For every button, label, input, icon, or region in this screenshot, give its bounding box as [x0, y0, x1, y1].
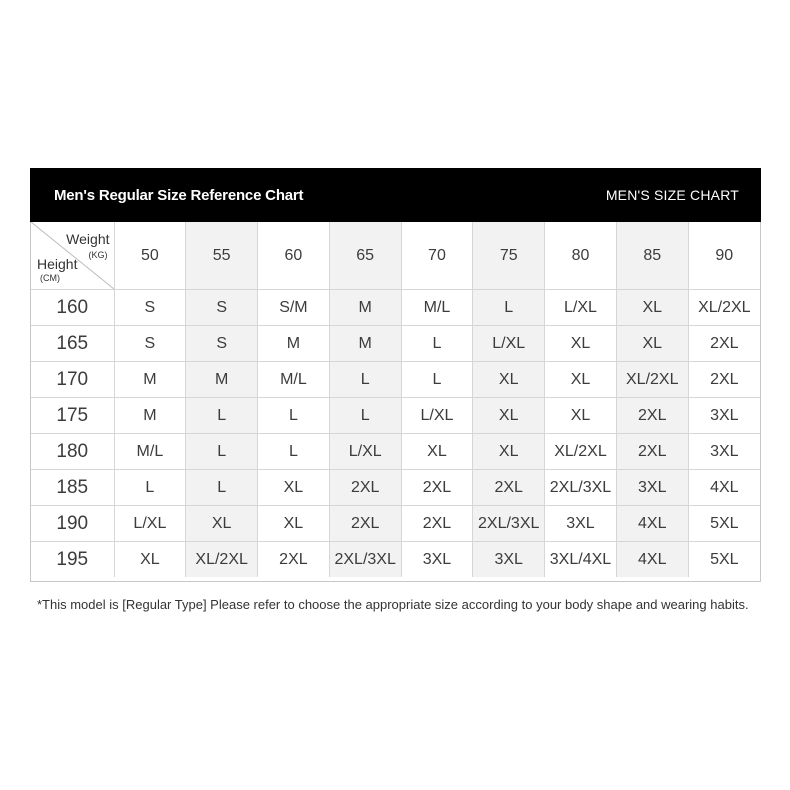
- size-cell: XL: [616, 326, 688, 362]
- size-cell: 2XL/3XL: [329, 542, 401, 578]
- weight-header: 90: [688, 222, 760, 290]
- size-cell: M: [258, 326, 330, 362]
- size-cell: L: [258, 398, 330, 434]
- size-cell: 3XL: [545, 506, 617, 542]
- size-cell: XL: [114, 542, 186, 578]
- size-cell: 2XL/3XL: [473, 506, 545, 542]
- size-cell: M: [329, 290, 401, 326]
- size-cell: 2XL: [329, 506, 401, 542]
- size-cell: XL: [545, 326, 617, 362]
- size-cell: L/XL: [545, 290, 617, 326]
- size-cell: 3XL: [688, 398, 760, 434]
- size-cell: XL/2XL: [186, 542, 258, 578]
- height-axis-label: Height: [37, 256, 78, 272]
- table-row: [31, 290, 760, 326]
- weight-header: 70: [401, 222, 473, 290]
- height-cell: 160: [31, 290, 114, 326]
- height-unit-label: (CM): [40, 273, 60, 283]
- size-cell: 5XL: [688, 506, 760, 542]
- size-cell: L: [329, 398, 401, 434]
- table-row: [31, 326, 760, 362]
- size-cell: XL/2XL: [616, 362, 688, 398]
- size-cell: 3XL: [688, 434, 760, 470]
- height-cell: 195: [31, 542, 114, 578]
- size-cell: L: [186, 434, 258, 470]
- chart-header: [30, 168, 761, 222]
- size-cell: M/L: [114, 434, 186, 470]
- weight-header: 80: [545, 222, 617, 290]
- size-cell: XL: [258, 506, 330, 542]
- table-row: [31, 542, 760, 578]
- size-cell: M: [186, 362, 258, 398]
- weight-header: 75: [473, 222, 545, 290]
- table-row: [31, 434, 760, 470]
- size-cell: 5XL: [688, 542, 760, 578]
- size-table: [31, 222, 760, 577]
- size-cell: XL: [473, 434, 545, 470]
- size-cell: XL/2XL: [545, 434, 617, 470]
- corner-cell: [31, 222, 114, 290]
- size-chart: [30, 168, 761, 582]
- height-cell: 170: [31, 362, 114, 398]
- table-row: [31, 506, 760, 542]
- height-cell: 185: [31, 470, 114, 506]
- size-cell: XL: [186, 506, 258, 542]
- size-cell: 2XL: [616, 398, 688, 434]
- weight-header: 65: [329, 222, 401, 290]
- size-cell: 2XL: [401, 506, 473, 542]
- size-cell: L: [186, 470, 258, 506]
- chart-title: Men's Regular Size Reference Chart: [54, 186, 304, 204]
- size-cell: 3XL: [401, 542, 473, 578]
- size-cell: S: [114, 290, 186, 326]
- size-cell: S: [186, 290, 258, 326]
- height-cell: 175: [31, 398, 114, 434]
- size-cell: L: [258, 434, 330, 470]
- height-cell: 180: [31, 434, 114, 470]
- size-cell: S: [186, 326, 258, 362]
- size-cell: 4XL: [688, 470, 760, 506]
- size-cell: L: [114, 470, 186, 506]
- size-cell: 2XL: [616, 434, 688, 470]
- size-cell: S/M: [258, 290, 330, 326]
- weight-header: 85: [616, 222, 688, 290]
- size-cell: 2XL: [688, 326, 760, 362]
- table-row: [31, 470, 760, 506]
- size-cell: L: [401, 326, 473, 362]
- size-cell: 3XL: [473, 542, 545, 578]
- weight-unit-label: (KG): [88, 250, 108, 260]
- size-cell: XL: [545, 398, 617, 434]
- size-cell: L/XL: [114, 506, 186, 542]
- size-cell: 4XL: [616, 542, 688, 578]
- size-cell: 3XL: [616, 470, 688, 506]
- size-cell: XL: [401, 434, 473, 470]
- size-cell: 2XL: [688, 362, 760, 398]
- size-cell: L/XL: [329, 434, 401, 470]
- size-cell: XL: [473, 398, 545, 434]
- size-cell: L: [401, 362, 473, 398]
- height-cell: 165: [31, 326, 114, 362]
- size-cell: L: [473, 290, 545, 326]
- weight-axis-label: Weight: [66, 231, 110, 247]
- size-cell: L/XL: [401, 398, 473, 434]
- size-cell: S: [114, 326, 186, 362]
- footnote: *This model is [Regular Type] Please refer to choose the appropriate size according to your body shape and wearing habits.: [37, 597, 749, 612]
- table-row: [31, 398, 760, 434]
- weight-header: 55: [186, 222, 258, 290]
- size-cell: L: [329, 362, 401, 398]
- size-cell: M/L: [258, 362, 330, 398]
- size-cell: L: [186, 398, 258, 434]
- weight-header-row: [31, 222, 760, 290]
- size-cell: 2XL/3XL: [545, 470, 617, 506]
- weight-header: 60: [258, 222, 330, 290]
- size-cell: XL: [258, 470, 330, 506]
- size-cell: M/L: [401, 290, 473, 326]
- size-cell: M: [114, 398, 186, 434]
- size-cell: M: [329, 326, 401, 362]
- size-cell: XL: [545, 362, 617, 398]
- size-cell: 2XL: [258, 542, 330, 578]
- size-cell: XL: [616, 290, 688, 326]
- size-cell: 4XL: [616, 506, 688, 542]
- size-cell: 2XL: [401, 470, 473, 506]
- size-cell: M: [114, 362, 186, 398]
- size-cell: 2XL: [473, 470, 545, 506]
- size-cell: 2XL: [329, 470, 401, 506]
- size-cell: 3XL/4XL: [545, 542, 617, 578]
- height-cell: 190: [31, 506, 114, 542]
- size-cell: XL: [473, 362, 545, 398]
- table-row: [31, 362, 760, 398]
- weight-header: 50: [114, 222, 186, 290]
- size-cell: L/XL: [473, 326, 545, 362]
- size-cell: XL/2XL: [688, 290, 760, 326]
- chart-subtitle: MEN'S SIZE CHART: [605, 187, 739, 203]
